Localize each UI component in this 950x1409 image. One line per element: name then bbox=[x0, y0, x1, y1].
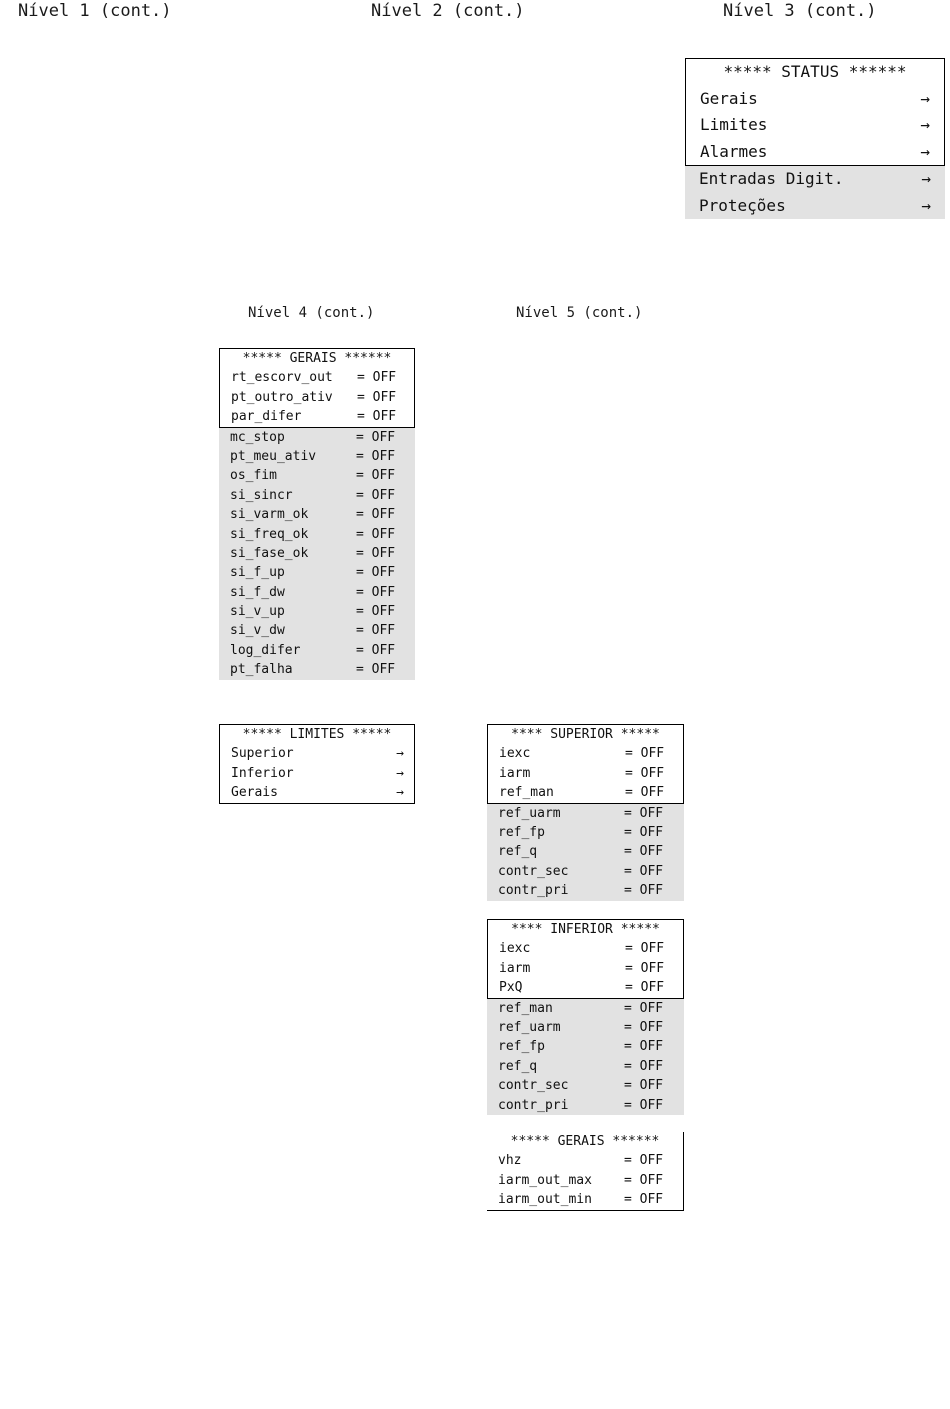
gerais-nivel4-row bbox=[219, 428, 415, 447]
signal-name: par_difer bbox=[231, 409, 302, 425]
gerais-nivel5-title: ***** GERAIS ****** bbox=[510, 1134, 660, 1149]
inferior-row bbox=[487, 1018, 684, 1037]
signal-value: = OFF bbox=[356, 507, 396, 523]
status-item-label: Limites bbox=[700, 115, 768, 134]
signal-value: = OFF bbox=[624, 1039, 664, 1055]
limites-item-label: Superior bbox=[231, 746, 294, 762]
signal-name: os_fim bbox=[230, 468, 277, 484]
signal-name: si_v_dw bbox=[230, 623, 285, 639]
superior-row bbox=[487, 842, 684, 861]
status-item-label: Entradas Digit. bbox=[699, 169, 844, 188]
gerais-nivel4-row bbox=[220, 388, 414, 407]
signal-name: vhz bbox=[498, 1153, 522, 1169]
gerais-nivel4-row bbox=[219, 621, 415, 640]
gerais-nivel4-row bbox=[219, 486, 415, 505]
signal-name: iarm_out_min bbox=[498, 1192, 592, 1208]
signal-name: ref_uarm bbox=[498, 1019, 561, 1035]
nivel-1-header: Nível 1 (cont.) bbox=[18, 1, 172, 21]
gerais-nivel4-row bbox=[219, 525, 415, 544]
gerais-nivel4-row bbox=[219, 505, 415, 524]
gerais-nivel4-row bbox=[220, 368, 414, 387]
status-item-limites[interactable] bbox=[686, 112, 944, 139]
inferior-row bbox=[487, 1037, 684, 1056]
signal-value: = OFF bbox=[625, 785, 665, 801]
status-item-entradas-digit[interactable] bbox=[685, 166, 945, 193]
gerais-nivel4-visible bbox=[219, 348, 415, 428]
gerais-nivel4-menu bbox=[219, 348, 415, 680]
status-item-protecoes[interactable] bbox=[685, 193, 945, 220]
signal-name: rt_escorv_out bbox=[231, 370, 333, 386]
status-item-gerais[interactable] bbox=[686, 86, 944, 113]
signal-name: mc_stop bbox=[230, 429, 285, 445]
signal-name: contr_pri bbox=[498, 883, 569, 899]
signal-value: = OFF bbox=[625, 960, 665, 976]
superior-row bbox=[488, 744, 683, 763]
signal-value: = OFF bbox=[356, 642, 396, 658]
gerais-nivel4-title: ***** GERAIS ****** bbox=[242, 351, 392, 366]
gerais-nivel5-row bbox=[487, 1171, 683, 1190]
limites-item-superior[interactable] bbox=[220, 744, 414, 763]
signal-name: si_v_up bbox=[230, 604, 285, 620]
gerais-nivel5-menu bbox=[487, 1132, 684, 1211]
signal-name: si_varm_ok bbox=[230, 507, 309, 523]
gerais-nivel4-row bbox=[219, 602, 415, 621]
right-arrow-icon: → bbox=[396, 746, 404, 762]
signal-value: = OFF bbox=[624, 805, 664, 821]
status-item-label: Proteções bbox=[699, 195, 786, 215]
signal-value: = OFF bbox=[624, 844, 664, 860]
signal-name: si_fase_ok bbox=[230, 545, 309, 561]
limites-menu-visible bbox=[219, 724, 415, 804]
status-item-label: Alarmes bbox=[700, 141, 768, 161]
superior-row bbox=[487, 881, 684, 900]
limites-item-label: Inferior bbox=[231, 765, 294, 781]
inferior-menu-scroll-area bbox=[487, 999, 684, 1115]
inferior-row bbox=[487, 1076, 684, 1095]
gerais-nivel4-row bbox=[219, 447, 415, 466]
gerais-nivel5-row bbox=[487, 1151, 683, 1170]
inferior-row bbox=[487, 999, 684, 1018]
superior-menu-visible bbox=[487, 724, 684, 804]
inferior-menu-visible bbox=[487, 919, 684, 999]
signal-value: = OFF bbox=[356, 623, 396, 639]
signal-name: contr_sec bbox=[498, 1078, 569, 1094]
right-arrow-icon: → bbox=[921, 169, 931, 188]
superior-row bbox=[487, 823, 684, 842]
signal-value: = OFF bbox=[625, 941, 665, 957]
signal-value: = OFF bbox=[625, 746, 665, 762]
signal-value: = OFF bbox=[356, 429, 396, 445]
signal-value: = OFF bbox=[624, 1172, 664, 1188]
signal-name: iarm bbox=[499, 765, 531, 781]
superior-row bbox=[488, 764, 683, 783]
signal-name: iarm bbox=[499, 960, 531, 976]
signal-value: = OFF bbox=[625, 765, 665, 781]
signal-name: iexc bbox=[499, 941, 531, 957]
signal-value: = OFF bbox=[624, 1078, 664, 1094]
nivel-2-header: Nível 2 (cont.) bbox=[371, 1, 525, 21]
status-menu-title: ***** STATUS ****** bbox=[723, 62, 907, 81]
status-menu-scroll-area bbox=[685, 166, 945, 219]
gerais-nivel4-row bbox=[219, 466, 415, 485]
signal-value: = OFF bbox=[356, 526, 396, 542]
gerais-nivel4-row bbox=[219, 563, 415, 582]
superior-menu bbox=[487, 724, 684, 901]
signal-value: = OFF bbox=[624, 1153, 664, 1169]
nivel-3-header: Nível 3 (cont.) bbox=[723, 1, 877, 21]
signal-value: = OFF bbox=[624, 1019, 664, 1035]
gerais-nivel4-row bbox=[219, 641, 415, 660]
inferior-row bbox=[487, 1057, 684, 1076]
status-item-alarmes[interactable] bbox=[686, 139, 944, 166]
right-arrow-icon: → bbox=[396, 765, 404, 781]
signal-value: = OFF bbox=[356, 448, 396, 464]
gerais-nivel4-row bbox=[219, 544, 415, 563]
signal-name: ref_uarm bbox=[498, 805, 561, 821]
right-arrow-icon: → bbox=[920, 88, 930, 108]
signal-name: si_sincr bbox=[230, 487, 293, 503]
gerais-nivel5-row bbox=[487, 1190, 683, 1209]
right-arrow-icon: → bbox=[396, 785, 404, 801]
inferior-row bbox=[487, 1096, 684, 1115]
signal-name: pt_meu_ativ bbox=[230, 448, 317, 464]
inferior-menu-title: **** INFERIOR ***** bbox=[511, 922, 660, 937]
signal-value: = OFF bbox=[357, 389, 397, 405]
signal-value: = OFF bbox=[625, 980, 665, 996]
signal-name: ref_man bbox=[498, 1000, 553, 1016]
superior-menu-scroll-area bbox=[487, 804, 684, 901]
signal-name: iarm_out_max bbox=[498, 1172, 592, 1188]
signal-name: ref_q bbox=[498, 1058, 538, 1074]
limites-item-label: Gerais bbox=[231, 785, 278, 801]
signal-value: = OFF bbox=[356, 584, 396, 600]
signal-name: iexc bbox=[499, 746, 531, 762]
signal-value: = OFF bbox=[624, 1097, 664, 1113]
gerais-nivel4-scroll-area bbox=[219, 428, 415, 680]
signal-value: = OFF bbox=[356, 545, 396, 561]
signal-value: = OFF bbox=[357, 409, 397, 425]
superior-row bbox=[487, 862, 684, 881]
nivel-5-header: Nível 5 (cont.) bbox=[516, 305, 643, 321]
status-menu bbox=[685, 58, 945, 219]
signal-value: = OFF bbox=[624, 883, 664, 899]
signal-value: = OFF bbox=[624, 1192, 664, 1208]
signal-name: ref_fp bbox=[498, 824, 545, 840]
signal-value: = OFF bbox=[624, 824, 664, 840]
signal-name: pt_falha bbox=[230, 662, 293, 678]
signal-name: pt_outro_ativ bbox=[231, 389, 333, 405]
signal-name: si_freq_ok bbox=[230, 526, 309, 542]
right-arrow-icon: → bbox=[921, 195, 931, 215]
signal-name: contr_sec bbox=[498, 863, 569, 879]
status-item-label: Gerais bbox=[700, 88, 758, 108]
signal-name: ref_man bbox=[499, 785, 554, 801]
signal-name: si_f_up bbox=[230, 565, 285, 581]
signal-name: si_f_dw bbox=[230, 584, 285, 600]
superior-menu-title: **** SUPERIOR ***** bbox=[511, 727, 660, 742]
signal-value: = OFF bbox=[356, 468, 396, 484]
limites-menu-title: ***** LIMITES ***** bbox=[242, 727, 392, 742]
signal-name: PxQ bbox=[499, 980, 523, 996]
signal-name: contr_pri bbox=[498, 1097, 569, 1113]
gerais-nivel4-row bbox=[219, 583, 415, 602]
limites-menu bbox=[219, 724, 415, 804]
signal-value: = OFF bbox=[357, 370, 397, 386]
signal-value: = OFF bbox=[624, 863, 664, 879]
right-arrow-icon: → bbox=[920, 141, 930, 161]
limites-item-gerais[interactable] bbox=[220, 783, 414, 802]
right-arrow-icon: → bbox=[920, 115, 930, 134]
signal-value: = OFF bbox=[624, 1058, 664, 1074]
inferior-row bbox=[488, 959, 683, 978]
inferior-row bbox=[488, 939, 683, 958]
superior-row bbox=[487, 804, 684, 823]
signal-name: log_difer bbox=[230, 642, 301, 658]
nivel-4-header: Nível 4 (cont.) bbox=[248, 305, 375, 321]
signal-value: = OFF bbox=[624, 1000, 664, 1016]
inferior-row bbox=[488, 978, 683, 997]
gerais-nivel4-row bbox=[220, 407, 414, 426]
signal-value: = OFF bbox=[356, 604, 396, 620]
signal-name: ref_q bbox=[498, 844, 538, 860]
signal-value: = OFF bbox=[356, 487, 396, 503]
signal-value: = OFF bbox=[356, 565, 396, 581]
superior-row bbox=[488, 783, 683, 802]
limites-item-inferior[interactable] bbox=[220, 764, 414, 783]
signal-value: = OFF bbox=[356, 662, 396, 678]
status-menu-visible bbox=[685, 58, 945, 166]
signal-name: ref_fp bbox=[498, 1039, 545, 1055]
gerais-nivel5-visible bbox=[487, 1132, 684, 1211]
gerais-nivel4-row bbox=[219, 660, 415, 679]
inferior-menu bbox=[487, 919, 684, 1115]
